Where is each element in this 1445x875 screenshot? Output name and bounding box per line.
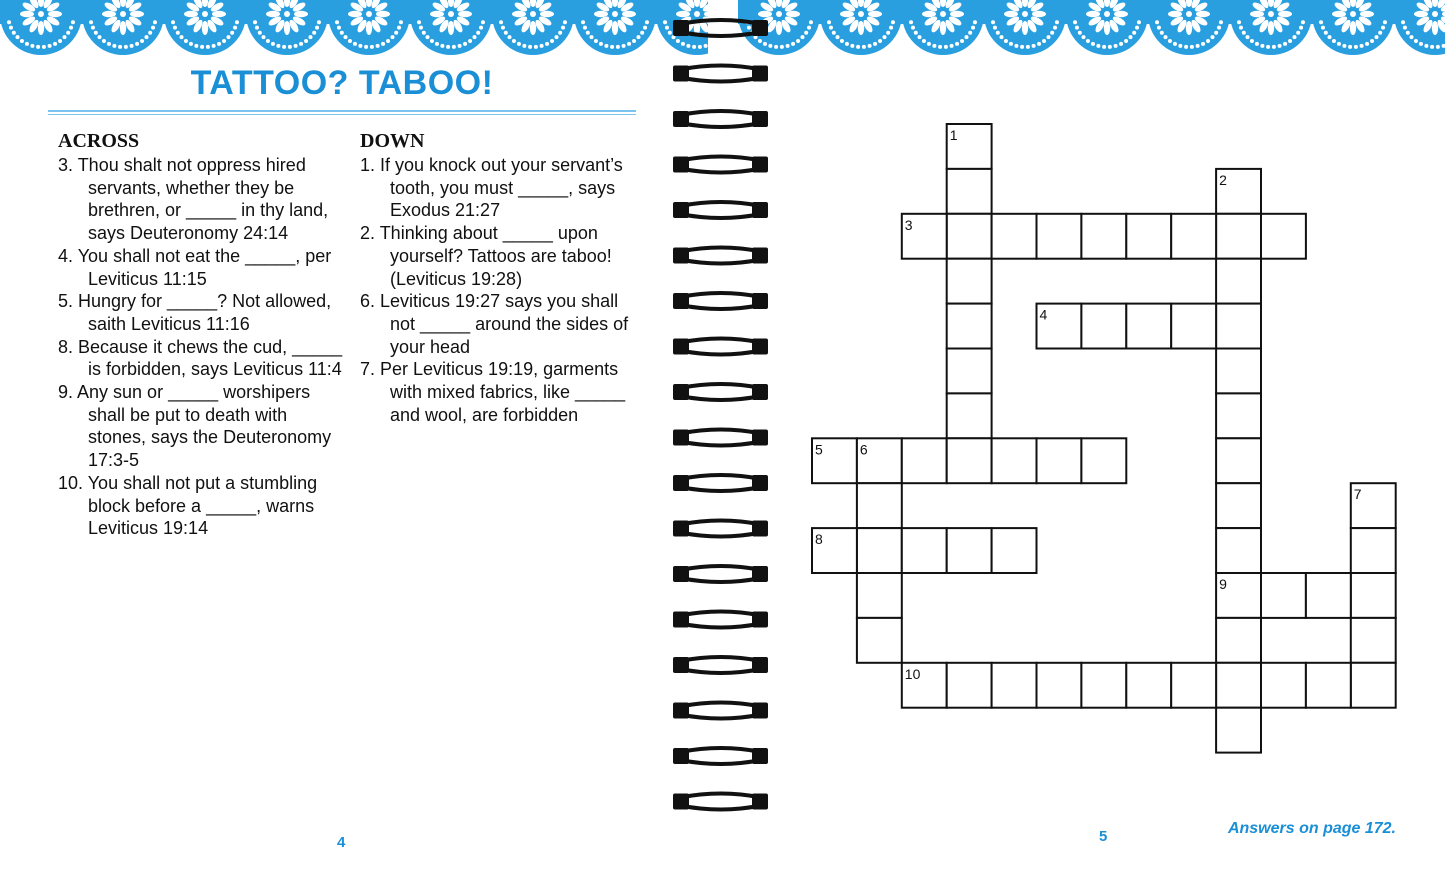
crossword-cell[interactable]: [1216, 349, 1261, 394]
crossword-cell[interactable]: [857, 528, 902, 573]
crossword-cell[interactable]: [1216, 618, 1261, 663]
crossword-cell[interactable]: [1081, 663, 1126, 708]
crossword-cell[interactable]: [1216, 304, 1261, 349]
crossword-cell[interactable]: [1216, 259, 1261, 304]
crossword-cell[interactable]: [947, 124, 992, 169]
crossword-cell[interactable]: [902, 214, 947, 259]
spiral-ring: [673, 66, 768, 82]
crossword-cell[interactable]: [1126, 304, 1171, 349]
spiral-ring: [673, 248, 768, 264]
crossword-cell[interactable]: [1261, 214, 1306, 259]
crossword-cell[interactable]: [992, 214, 1037, 259]
clue-number: 1: [949, 127, 958, 143]
crossword-cell[interactable]: [1037, 304, 1082, 349]
spiral-ring: [673, 111, 768, 127]
crossword-cell[interactable]: [1081, 214, 1126, 259]
across-heading: ACROSS: [58, 130, 140, 152]
across-clue: 3. Thou shalt not oppress hired servants, whether they be brethren, or _____ in thy land, says Deuteronomy 24:14: [58, 155, 329, 244]
spiral-ring: [673, 293, 768, 309]
crossword-cell[interactable]: [812, 528, 857, 573]
spiral-ring: [673, 20, 768, 36]
crossword-cell[interactable]: [947, 259, 992, 304]
crossword-cell[interactable]: [1306, 573, 1351, 618]
crossword-cell[interactable]: [1216, 214, 1261, 259]
crossword-cell[interactable]: [1216, 483, 1261, 528]
crossword-cell[interactable]: [1037, 438, 1082, 483]
down-clue: 2. Thinking about _____ upon yourself? Tattoos are taboo! (Leviticus 19:28): [360, 223, 612, 289]
clue-number: 3: [904, 216, 913, 233]
clue-number: 4: [1039, 306, 1048, 323]
spiral-ring: [673, 475, 768, 491]
down-clue: 7. Per Leviticus 19:19, garments with mixed fabrics, like _____ and wool, are forbidden: [360, 359, 626, 425]
clue-number: 6: [859, 441, 868, 458]
crossword-cell[interactable]: [1171, 214, 1216, 259]
crossword-cell[interactable]: [1351, 663, 1396, 708]
across-clue: 8. Because it chews the cud, _____ is forbidden, says Leviticus 11:4: [58, 336, 343, 380]
spiral-ring: [673, 748, 768, 764]
crossword-cell[interactable]: [1216, 573, 1261, 618]
crossword-cell[interactable]: [947, 438, 992, 483]
crossword-cell[interactable]: [902, 438, 947, 483]
spiral-ring: [673, 157, 768, 173]
crossword-cell[interactable]: [1081, 304, 1126, 349]
crossword-cell[interactable]: [1306, 663, 1351, 708]
clue-number: 9: [1219, 576, 1227, 592]
down-heading: DOWN: [360, 130, 425, 152]
crossword-cell[interactable]: [947, 304, 992, 349]
crossword-cell[interactable]: [1171, 304, 1216, 349]
across-clues: [58, 128, 348, 540]
crossword-cell[interactable]: [1351, 618, 1396, 663]
across-clue: 4. You shall not eat the _____, per Leviticus 11:15: [58, 245, 332, 289]
crossword-cell[interactable]: [947, 393, 992, 438]
spiral-ring: [673, 384, 768, 400]
crossword-cell[interactable]: [1261, 663, 1306, 708]
crossword-cell[interactable]: [1037, 214, 1082, 259]
crossword-cell[interactable]: [947, 349, 992, 394]
clue-number: 7: [1353, 486, 1362, 503]
clue-number: 8: [815, 531, 823, 548]
title-rule-thin: [48, 114, 636, 115]
spiral-ring: [673, 202, 768, 218]
crossword-cell[interactable]: [1037, 663, 1082, 708]
crossword-cell[interactable]: [1216, 708, 1261, 753]
crossword-cell[interactable]: [857, 573, 902, 618]
crossword-cell[interactable]: [857, 618, 902, 663]
crossword-cell[interactable]: [1216, 169, 1261, 214]
crossword-cell[interactable]: [902, 528, 947, 573]
crossword-cell[interactable]: [1351, 528, 1396, 573]
spiral-ring: [673, 703, 768, 719]
crossword-cell[interactable]: [1351, 573, 1396, 618]
crossword-cell[interactable]: [992, 663, 1037, 708]
spiral-ring: [673, 657, 768, 673]
across-clue: 10. You shall not put a stumbling block before a _____, warns Leviticus 19:14: [58, 472, 318, 539]
crossword-cell[interactable]: [812, 438, 857, 483]
crossword-cell[interactable]: [902, 663, 947, 708]
crossword-cell[interactable]: [1126, 214, 1171, 259]
crossword-cell[interactable]: [1171, 663, 1216, 708]
spiral-ring: [673, 612, 768, 628]
crossword-cell[interactable]: [992, 438, 1037, 483]
down-clues: [360, 128, 642, 426]
crossword-cell[interactable]: [1216, 393, 1261, 438]
spiral-binding: [666, 0, 776, 875]
spiral-ring: [673, 430, 768, 446]
clue-number: 2: [1219, 171, 1227, 188]
across-clue: 5. Hungry for _____? Not allowed, saith Leviticus 11:16: [58, 291, 332, 334]
crossword-cell[interactable]: [857, 438, 902, 483]
crossword-cell[interactable]: [947, 169, 992, 214]
crossword-cell[interactable]: [992, 528, 1037, 573]
crossword-cell[interactable]: [947, 214, 992, 259]
page-number-right: 5: [1099, 828, 1108, 845]
crossword-cell[interactable]: [1261, 573, 1306, 618]
crossword-cell[interactable]: [1126, 663, 1171, 708]
crossword-cell[interactable]: [1216, 663, 1261, 708]
crossword-cell[interactable]: [947, 528, 992, 573]
spiral-ring: [673, 566, 768, 582]
crossword-cell[interactable]: [857, 483, 902, 528]
spiral-ring: [673, 339, 768, 355]
crossword-cell[interactable]: [1216, 528, 1261, 573]
crossword-cell[interactable]: [1351, 483, 1396, 528]
answers-note: Answers on page 172.: [1227, 820, 1396, 837]
crossword-cell[interactable]: [947, 663, 992, 708]
down-clue: 6. Leviticus 19:27 says you shall not _____ around the sides of your head: [360, 291, 629, 357]
puzzle-title: TATTOO? TABOO!: [190, 64, 494, 102]
clue-number: 5: [815, 441, 823, 458]
across-clue: 9. Any sun or _____ worshipers shall be put to death with stones, says the Deuteronomy 17:3-5: [58, 382, 332, 471]
crossword-cell[interactable]: [1081, 438, 1126, 483]
spiral-ring: [673, 794, 768, 810]
down-clue: 1. If you knock out your servant’s tooth, you must _____, says Exodus 21:27: [360, 155, 623, 221]
page-number-left: 4: [337, 834, 346, 851]
clue-number: 10: [904, 665, 921, 682]
title-rule: [48, 110, 636, 112]
spiral-ring: [673, 521, 768, 537]
crossword-cell[interactable]: [1216, 438, 1261, 483]
